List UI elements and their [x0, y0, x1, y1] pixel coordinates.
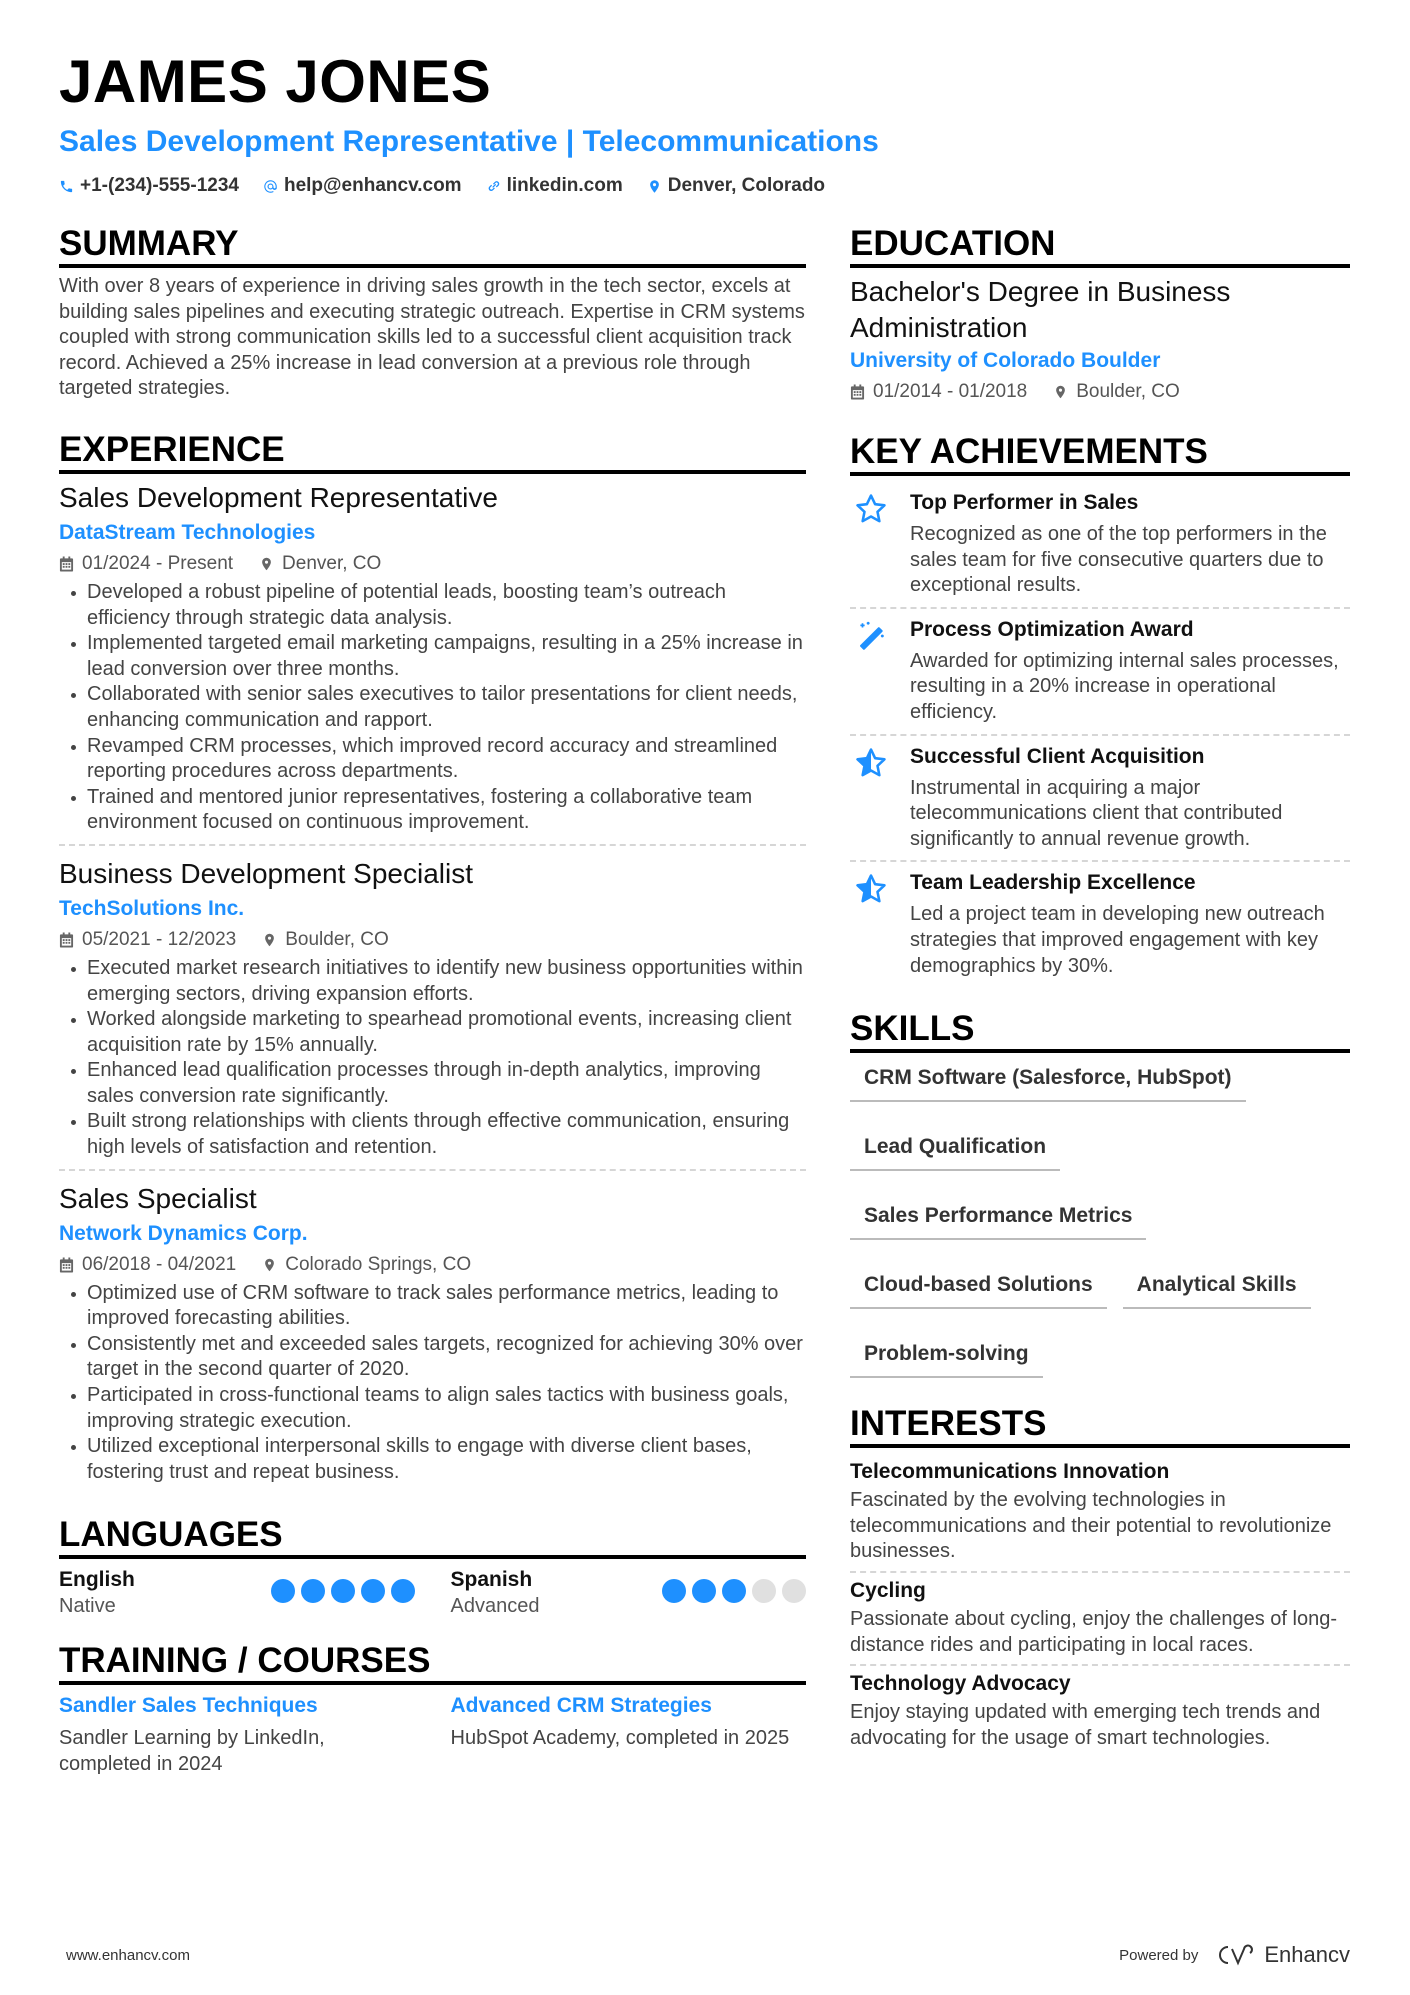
interest-title: Technology Advocacy	[850, 1672, 1071, 1696]
map-pin-icon	[647, 179, 662, 194]
calendar-icon	[850, 384, 865, 400]
right-column	[850, 224, 1350, 1805]
education-dates: 01/2014 - 01/2018	[873, 381, 1028, 402]
skills-section	[850, 1009, 1350, 1378]
link-icon	[486, 179, 501, 194]
interest-item	[850, 1666, 1350, 1757]
contact-location	[647, 174, 825, 198]
bullet: Participated in cross-functional teams to align sales tactics with business goals, improving strategic execution.	[59, 1383, 806, 1434]
job-meta	[59, 926, 806, 954]
skill-tag: Problem-solving	[850, 1337, 1043, 1378]
section-title-interests: INTERESTS	[850, 1404, 1350, 1448]
email-text: help@enhancv.com	[283, 175, 462, 196]
location-text: Denver, Colorado	[667, 175, 826, 196]
language-name: English	[59, 1568, 135, 1592]
achievement-desc: Recognized as one of the top performers in the sales team for five consecutive quarters due to exceptional results.	[910, 523, 1327, 597]
achievement-item	[850, 609, 1350, 736]
dot-filled	[391, 1579, 415, 1603]
dot-filled	[361, 1579, 385, 1603]
section-title-languages: LANGUAGES	[59, 1515, 806, 1559]
achievement-title: Top Performer in Sales	[910, 491, 1139, 514]
section-title-training: TRAINING / COURSES	[59, 1641, 806, 1685]
job-meta	[59, 550, 806, 578]
left-column	[59, 224, 806, 1805]
bullet: Optimized use of CRM software to track sales performance metrics, leading to improved forecasting abilities.	[59, 1281, 806, 1332]
job-location: Boulder, CO	[285, 928, 389, 950]
bullet: Utilized exceptional interpersonal skills to engage with diverse client bases, fostering trust and repeat business.	[59, 1434, 806, 1485]
brand-logo[interactable]	[1214, 1942, 1350, 1968]
proficiency-dots	[662, 1579, 806, 1603]
education-location: Boulder, CO	[1076, 381, 1180, 402]
star-half-icon	[854, 746, 888, 780]
bullet: Trained and mentored junior representatives, fostering a collaborative team environment focused on continuous improvement.	[59, 785, 806, 836]
achievement-title: Process Optimization Award	[910, 617, 1194, 641]
bullet: Executed market research initiatives to identify new business opportunities within emerging sectors, driving expansion efforts.	[59, 956, 806, 1007]
proficiency-dots	[271, 1579, 415, 1603]
section-title-summary: SUMMARY	[59, 224, 806, 268]
bullet: Consistently met and exceeded sales targets, recognized for achieving 30% over target in the second quarter of 2020.	[59, 1332, 806, 1383]
candidate-headline: Sales Development Representative | Telecommunications	[59, 125, 879, 158]
job-bullets	[59, 1281, 806, 1486]
bullet: Collaborated with senior sales executives to tailor presentations for client needs, enhancing communication and rapport.	[59, 682, 806, 733]
resume-header	[59, 46, 1350, 198]
footer-website[interactable]: www.enhancv.com	[66, 1946, 190, 1964]
section-title-experience: EXPERIENCE	[59, 430, 806, 474]
interest-title: Cycling	[850, 1578, 926, 1602]
summary-text: With over 8 years of experience in driving sales growth in the tech sector, excels at building sales pipelines and executing strategic outreach. Expertise in CRM systems coupled with strong communication skills led to a successful client acquisition track record. Achieved a 25% increase in lead conversion at a previous role through targeted strategies.	[59, 275, 805, 400]
school-name: University of Colorado Boulder	[850, 349, 1161, 372]
job-meta	[59, 1251, 806, 1279]
contact-link[interactable]	[486, 174, 623, 198]
interest-desc: Enjoy staying updated with emerging tech trends and advocating for the usage of smart technologies.	[850, 1701, 1321, 1749]
dot-empty	[752, 1579, 776, 1603]
experience-item	[59, 856, 806, 1171]
job-dates: 05/2021 - 12/2023	[82, 928, 237, 950]
company-name: DataStream Technologies	[59, 520, 316, 544]
dot-empty	[782, 1579, 806, 1603]
contact-phone[interactable]	[59, 174, 239, 198]
section-title-skills: SKILLS	[850, 1009, 1350, 1053]
skill-tag: Sales Performance Metrics	[850, 1199, 1146, 1240]
contact-email[interactable]	[263, 174, 462, 198]
skill-tag: Analytical Skills	[1123, 1268, 1311, 1309]
dot-filled	[301, 1579, 325, 1603]
experience-item	[59, 480, 806, 846]
phone-icon	[59, 179, 74, 194]
bullet: Built strong relationships with clients through effective communication, ensuring high levels of satisfaction and retention.	[59, 1109, 806, 1160]
language-level: Native	[59, 1595, 116, 1618]
map-pin-icon	[259, 556, 274, 572]
interest-title: Telecommunications Innovation	[850, 1460, 1170, 1484]
dot-filled	[722, 1579, 746, 1603]
job-dates: 06/2018 - 04/2021	[82, 1253, 237, 1275]
achievements-section	[850, 432, 1350, 987]
language-name: Spanish	[450, 1568, 533, 1592]
contact-bar	[59, 174, 1350, 198]
language-item	[59, 1567, 415, 1619]
course-title: Advanced CRM Strategies	[450, 1694, 712, 1718]
education-meta	[850, 378, 1350, 406]
at-icon	[263, 179, 278, 194]
job-title: Business Development Specialist	[59, 857, 473, 889]
phone-text: +1-(234)-555-1234	[80, 175, 239, 196]
bullet: Revamped CRM processes, which improved record accuracy and streamlined reporting procedures across departments.	[59, 734, 806, 785]
calendar-icon	[59, 1257, 74, 1273]
achievement-desc: Instrumental in acquiring a major telecommunications client that contributed significantly to annual revenue growth.	[910, 776, 1283, 850]
achievement-title: Team Leadership Excellence	[910, 871, 1196, 895]
education-section	[850, 224, 1350, 406]
skill-tag: CRM Software (Salesforce, HubSpot)	[850, 1061, 1246, 1102]
bullet: Enhanced lead qualification processes through in-depth analytics, improving sales conversion rate significantly.	[59, 1058, 806, 1109]
course-title: Sandler Sales Techniques	[59, 1694, 318, 1718]
experience-section	[59, 430, 806, 1493]
dot-filled	[662, 1579, 686, 1603]
bullet: Implemented targeted email marketing campaigns, resulting in a 25% increase in lead conversion over three months.	[59, 631, 806, 682]
section-title-achievements: KEY ACHIEVEMENTS	[850, 432, 1350, 476]
enhancv-logo-icon	[1214, 1943, 1256, 1967]
course-item	[451, 1691, 807, 1777]
magic-wand-icon	[854, 619, 888, 653]
achievement-desc: Led a project team in developing new outreach strategies that improved engagement with key demographics by 30%.	[910, 903, 1325, 977]
interests-section	[850, 1404, 1350, 1757]
job-title: Sales Specialist	[59, 1182, 257, 1214]
dot-filled	[331, 1579, 355, 1603]
experience-item	[59, 1181, 806, 1494]
job-dates: 01/2024 - Present	[82, 552, 234, 574]
candidate-name: JAMES JONES	[59, 48, 492, 115]
map-pin-icon	[262, 932, 277, 948]
summary-section	[59, 224, 806, 402]
language-level: Advanced	[450, 1595, 540, 1618]
bullet: Developed a robust pipeline of potential leads, boosting team’s outreach efficiency through strategic data analysis.	[59, 580, 806, 631]
link-text: linkedin.com	[506, 175, 623, 196]
course-item	[59, 1691, 415, 1777]
company-name: TechSolutions Inc.	[59, 896, 245, 920]
calendar-icon	[59, 556, 74, 572]
training-section	[59, 1641, 806, 1777]
dot-filled	[271, 1579, 295, 1603]
interest-desc: Fascinated by the evolving technologies in telecommunications and their potential to revolutionize businesses.	[850, 1489, 1332, 1563]
language-item	[451, 1567, 807, 1619]
star-outline-icon	[854, 492, 888, 526]
bullet: Worked alongside marketing to spearhead promotional events, increasing client acquisition rate by 15% annually.	[59, 1007, 806, 1058]
job-bullets	[59, 956, 806, 1161]
job-title: Sales Development Representative	[59, 481, 498, 513]
course-desc: HubSpot Academy, completed in 2025	[450, 1727, 790, 1750]
achievement-title: Successful Client Acquisition	[910, 744, 1205, 768]
languages-section	[59, 1515, 806, 1619]
map-pin-icon	[262, 1257, 277, 1273]
skill-tag: Lead Qualification	[850, 1130, 1060, 1171]
achievement-item	[850, 482, 1350, 609]
page-footer	[66, 1942, 1350, 1968]
interest-item	[850, 1573, 1350, 1666]
interest-item	[850, 1454, 1350, 1573]
calendar-icon	[59, 932, 74, 948]
achievement-item	[850, 862, 1350, 987]
powered-by-label: Powered by	[1119, 1946, 1199, 1964]
job-location: Denver, CO	[282, 552, 382, 574]
company-name: Network Dynamics Corp.	[59, 1221, 308, 1245]
job-location: Colorado Springs, CO	[285, 1253, 472, 1275]
section-title-education: EDUCATION	[850, 224, 1350, 268]
brand-name: Enhancv	[1264, 1942, 1350, 1967]
dot-filled	[692, 1579, 716, 1603]
degree: Bachelor's Degree in Business Administration	[850, 276, 1231, 343]
course-desc: Sandler Learning by LinkedIn, completed in 2024	[59, 1727, 325, 1776]
job-bullets	[59, 580, 806, 836]
interest-desc: Passionate about cycling, enjoy the challenges of long-distance rides and participating in local races.	[850, 1607, 1337, 1656]
achievement-item	[850, 736, 1350, 863]
star-half-icon	[854, 872, 888, 906]
map-pin-icon	[1053, 384, 1068, 400]
achievement-desc: Awarded for optimizing internal sales processes, resulting in a 20% increase in operational efficiency.	[910, 649, 1339, 723]
powered-by	[1119, 1942, 1350, 1968]
skill-tag: Cloud-based Solutions	[850, 1268, 1107, 1309]
